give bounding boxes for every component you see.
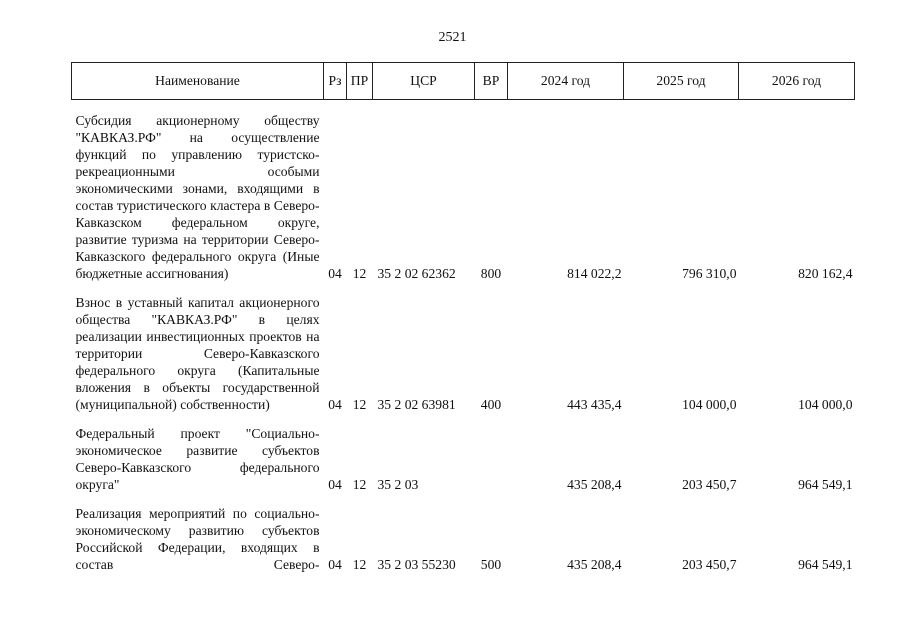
header-pr: ПР [347,63,373,100]
row-2026: 104 000,0 [798,397,853,412]
row-vr: 400 [480,397,502,412]
row-pr: 12 [352,397,367,412]
row-2026: 964 549,1 [798,557,853,572]
row-pr: 12 [352,557,367,572]
row-csr: 35 2 03 55230 [377,557,456,572]
row-2024: 443 435,4 [567,397,622,412]
header-name: Наименование [72,63,324,100]
table-row [72,493,855,573]
row-pr: 12 [352,477,367,492]
row-vr: 500 [480,557,502,572]
row-csr: 35 2 03 [377,477,419,492]
row-2024: 435 208,4 [567,477,622,492]
row-name: Реализация мероприятий по социально-экономическому развитию субъектов Российской Федерации, входящих в состав Северо- [75,506,320,572]
row-2024: 435 208,4 [567,557,622,572]
row-pr: 12 [352,266,367,281]
header-rz: Рз [324,63,347,100]
row-rz: 04 [328,477,342,492]
table-row [72,282,855,413]
row-vr [475,413,508,493]
row-name: Субсидия акционерному обществу "КАВКАЗ.РФ" на осуществление функций по управлению туристско-рекреационными особыми экономическими зонами, входящими в состав туристического кластера в Северо-Кавказском федеральном округе, развитие туризма на территории Северо-Кавказского федерального округа (Иные бюджетные ассигнования) [75,113,320,281]
row-2025: 104 000,0 [682,397,737,412]
row-rz: 04 [328,397,342,412]
row-2025: 796 310,0 [682,266,737,281]
row-2025: 203 450,7 [682,477,737,492]
page-number: 2521 [438,30,467,45]
header-2024: 2024 год [508,63,624,100]
row-2025: 203 450,7 [682,557,737,572]
row-csr: 35 2 02 62362 [377,266,456,281]
row-vr: 800 [480,266,502,281]
header-2026: 2026 год [739,63,855,100]
row-csr: 35 2 02 63981 [377,397,456,412]
table-row [72,100,855,283]
row-2024: 814 022,2 [567,266,622,281]
header-vr: ВР [475,63,508,100]
row-name: Федеральный проект "Социально-экономическое развитие субъектов Северо-Кавказского федерального округа" [75,426,320,492]
budget-table [71,62,855,573]
row-2026: 820 162,4 [798,266,853,281]
row-rz: 04 [328,266,342,281]
row-rz: 04 [328,557,342,572]
row-2026: 964 549,1 [798,477,853,492]
table-header-row [72,63,855,100]
row-name: Взнос в уставный капитал акционерного общества "КАВКАЗ.РФ" в целях реализации инвестиционных проектов на территории Северо-Кавказского федерального округа (Капитальные вложения в объекты государственной (муниципальной) собственности) [75,295,320,412]
header-2025: 2025 год [624,63,739,100]
header-csr: ЦСР [373,63,475,100]
table-row [72,413,855,493]
